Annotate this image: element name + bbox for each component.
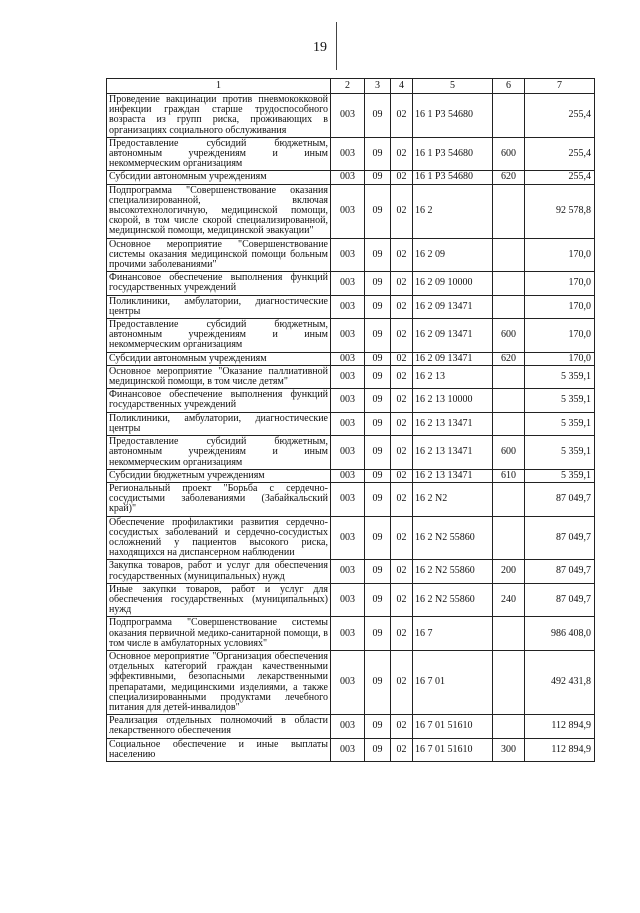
row-name-cell: Финансовое обеспечение выполнения функций государственных учреждений xyxy=(107,272,331,295)
row-name-cell: Субсидии автономным учреждениям xyxy=(107,352,331,365)
table-body xyxy=(107,94,595,762)
row-section-cell: 09 xyxy=(365,738,391,761)
row-ministry-code-cell: 003 xyxy=(331,469,365,482)
row-subsection-cell: 02 xyxy=(391,238,413,272)
row-expense-type-cell xyxy=(493,482,525,516)
row-subsection-cell: 02 xyxy=(391,319,413,353)
row-target-code-cell: 16 2 09 13471 xyxy=(413,352,493,365)
row-ministry-code-cell: 003 xyxy=(331,238,365,272)
row-target-code-cell: 16 2 09 10000 xyxy=(413,272,493,295)
row-amount-cell: 5 359,1 xyxy=(525,412,595,435)
row-amount-cell: 87 049,7 xyxy=(525,583,595,617)
row-target-code-cell: 16 2 N2 xyxy=(413,482,493,516)
row-subsection-cell: 02 xyxy=(391,583,413,617)
table-row xyxy=(107,238,595,272)
row-expense-type-cell xyxy=(493,715,525,738)
row-amount-cell: 255,4 xyxy=(525,94,595,138)
row-section-cell: 09 xyxy=(365,650,391,714)
row-expense-type-cell: 200 xyxy=(493,560,525,583)
row-name-cell: Финансовое обеспечение выполнения функций государственных учреждений xyxy=(107,389,331,412)
row-ministry-code-cell: 003 xyxy=(331,412,365,435)
table-row xyxy=(107,469,595,482)
row-target-code-cell: 16 2 13 10000 xyxy=(413,389,493,412)
row-amount-cell: 5 359,1 xyxy=(525,365,595,388)
row-amount-cell: 170,0 xyxy=(525,238,595,272)
row-expense-type-cell: 610 xyxy=(493,469,525,482)
row-expense-type-cell: 620 xyxy=(493,352,525,365)
row-target-code-cell: 16 2 N2 55860 xyxy=(413,516,493,560)
row-amount-cell: 87 049,7 xyxy=(525,482,595,516)
header-cell: 1 xyxy=(107,79,331,94)
row-amount-cell: 170,0 xyxy=(525,295,595,318)
row-expense-type-cell: 600 xyxy=(493,319,525,353)
row-amount-cell: 986 408,0 xyxy=(525,617,595,651)
header-cell: 4 xyxy=(391,79,413,94)
row-target-code-cell: 16 2 N2 55860 xyxy=(413,560,493,583)
row-target-code-cell: 16 2 09 13471 xyxy=(413,295,493,318)
row-ministry-code-cell: 003 xyxy=(331,516,365,560)
header-cell: 6 xyxy=(493,79,525,94)
row-amount-cell: 170,0 xyxy=(525,272,595,295)
table-row xyxy=(107,412,595,435)
row-section-cell: 09 xyxy=(365,482,391,516)
budget-table xyxy=(106,78,595,762)
row-expense-type-cell xyxy=(493,184,525,238)
row-section-cell: 09 xyxy=(365,184,391,238)
row-target-code-cell: 16 2 13 13471 xyxy=(413,436,493,470)
row-ministry-code-cell: 003 xyxy=(331,617,365,651)
row-subsection-cell: 02 xyxy=(391,137,413,171)
row-name-cell: Социальное обеспечение и иные выплаты населению xyxy=(107,738,331,761)
row-name-cell: Поликлиники, амбулатории, диагностические центры xyxy=(107,412,331,435)
row-expense-type-cell xyxy=(493,365,525,388)
row-subsection-cell: 02 xyxy=(391,617,413,651)
row-amount-cell: 112 894,9 xyxy=(525,715,595,738)
row-subsection-cell: 02 xyxy=(391,715,413,738)
table-row xyxy=(107,516,595,560)
table-row xyxy=(107,436,595,470)
row-name-cell: Субсидии бюджетным учреждениям xyxy=(107,469,331,482)
table-row xyxy=(107,94,595,138)
row-name-cell: Иные закупки товаров, работ и услуг для обеспечения государственных (муниципальных) нужд xyxy=(107,583,331,617)
row-subsection-cell: 02 xyxy=(391,171,413,184)
row-section-cell: 09 xyxy=(365,412,391,435)
row-ministry-code-cell: 003 xyxy=(331,184,365,238)
row-section-cell: 09 xyxy=(365,365,391,388)
header-cell: 5 xyxy=(413,79,493,94)
row-subsection-cell: 02 xyxy=(391,516,413,560)
table-row xyxy=(107,272,595,295)
row-section-cell: 09 xyxy=(365,272,391,295)
row-name-cell: Основное мероприятие "Совершенствование системы оказания медицинской помощи больным прочими заболеваниями" xyxy=(107,238,331,272)
row-expense-type-cell: 620 xyxy=(493,171,525,184)
row-amount-cell: 170,0 xyxy=(525,352,595,365)
row-name-cell: Реализация отдельных полномочий в области лекарственного обеспечения xyxy=(107,715,331,738)
row-name-cell: Предоставление субсидий бюджетным, автономным учреждениям и иным некоммерческим организациям xyxy=(107,137,331,171)
row-ministry-code-cell: 003 xyxy=(331,295,365,318)
table-row xyxy=(107,482,595,516)
row-expense-type-cell xyxy=(493,389,525,412)
table-row xyxy=(107,365,595,388)
row-expense-type-cell: 240 xyxy=(493,583,525,617)
row-subsection-cell: 02 xyxy=(391,352,413,365)
row-amount-cell: 5 359,1 xyxy=(525,469,595,482)
row-expense-type-cell xyxy=(493,412,525,435)
table-row xyxy=(107,715,595,738)
row-ministry-code-cell: 003 xyxy=(331,137,365,171)
row-ministry-code-cell: 003 xyxy=(331,272,365,295)
row-subsection-cell: 02 xyxy=(391,650,413,714)
row-name-cell: Подпрограмма "Совершенствование оказания специализированной, включая высокотехнологичную, медицинской помощи, скорой, в том числе скорой специализированной, медицинской помощи, медицинской эвакуации" xyxy=(107,184,331,238)
row-amount-cell: 492 431,8 xyxy=(525,650,595,714)
row-ministry-code-cell: 003 xyxy=(331,738,365,761)
row-target-code-cell: 16 1 P3 54680 xyxy=(413,137,493,171)
row-ministry-code-cell: 003 xyxy=(331,365,365,388)
row-amount-cell: 255,4 xyxy=(525,137,595,171)
row-subsection-cell: 02 xyxy=(391,184,413,238)
row-name-cell: Субсидии автономным учреждениям xyxy=(107,171,331,184)
row-target-code-cell: 16 2 xyxy=(413,184,493,238)
row-target-code-cell: 16 2 N2 55860 xyxy=(413,583,493,617)
row-section-cell: 09 xyxy=(365,469,391,482)
row-name-cell: Основное мероприятие "Организация обеспечения отдельных категорий граждан качественными эффективными, безопасными лекарственными препаратами, медицинскими изделиями, а также специализированными продуктами лечебного питания для детей-инвалидов" xyxy=(107,650,331,714)
row-subsection-cell: 02 xyxy=(391,436,413,470)
row-section-cell: 09 xyxy=(365,137,391,171)
table-row xyxy=(107,389,595,412)
row-name-cell: Основное мероприятие "Оказание паллиативной медицинской помощи, в том числе детям" xyxy=(107,365,331,388)
row-subsection-cell: 02 xyxy=(391,412,413,435)
row-amount-cell: 5 359,1 xyxy=(525,389,595,412)
table-row xyxy=(107,295,595,318)
row-name-cell: Предоставление субсидий бюджетным, автономным учреждениям и иным некоммерческим организациям xyxy=(107,436,331,470)
row-target-code-cell: 16 2 09 13471 xyxy=(413,319,493,353)
row-subsection-cell: 02 xyxy=(391,560,413,583)
row-expense-type-cell xyxy=(493,516,525,560)
row-section-cell: 09 xyxy=(365,295,391,318)
row-target-code-cell: 16 7 01 51610 xyxy=(413,715,493,738)
row-ministry-code-cell: 003 xyxy=(331,482,365,516)
table-row xyxy=(107,352,595,365)
table-row xyxy=(107,171,595,184)
header-cell: 7 xyxy=(525,79,595,94)
row-ministry-code-cell: 003 xyxy=(331,436,365,470)
row-subsection-cell: 02 xyxy=(391,389,413,412)
row-subsection-cell: 02 xyxy=(391,272,413,295)
row-subsection-cell: 02 xyxy=(391,295,413,318)
row-ministry-code-cell: 003 xyxy=(331,319,365,353)
row-name-cell: Закупка товаров, работ и услуг для обеспечения государственных (муниципальных) нужд xyxy=(107,560,331,583)
row-expense-type-cell xyxy=(493,617,525,651)
row-expense-type-cell: 300 xyxy=(493,738,525,761)
row-target-code-cell: 16 1 P3 54680 xyxy=(413,171,493,184)
row-expense-type-cell xyxy=(493,94,525,138)
row-section-cell: 09 xyxy=(365,583,391,617)
row-section-cell: 09 xyxy=(365,389,391,412)
row-section-cell: 09 xyxy=(365,171,391,184)
table-row xyxy=(107,137,595,171)
row-section-cell: 09 xyxy=(365,238,391,272)
row-expense-type-cell xyxy=(493,272,525,295)
row-amount-cell: 170,0 xyxy=(525,319,595,353)
row-section-cell: 09 xyxy=(365,617,391,651)
row-amount-cell: 112 894,9 xyxy=(525,738,595,761)
row-section-cell: 09 xyxy=(365,560,391,583)
row-expense-type-cell xyxy=(493,238,525,272)
row-ministry-code-cell: 003 xyxy=(331,94,365,138)
row-section-cell: 09 xyxy=(365,715,391,738)
row-amount-cell: 255,4 xyxy=(525,171,595,184)
row-name-cell: Поликлиники, амбулатории, диагностические центры xyxy=(107,295,331,318)
row-amount-cell: 87 049,7 xyxy=(525,560,595,583)
row-section-cell: 09 xyxy=(365,352,391,365)
row-subsection-cell: 02 xyxy=(391,482,413,516)
page-number: 19 xyxy=(313,40,327,55)
row-target-code-cell: 16 1 P3 54680 xyxy=(413,94,493,138)
row-amount-cell: 92 578,8 xyxy=(525,184,595,238)
table-row xyxy=(107,583,595,617)
row-ministry-code-cell: 003 xyxy=(331,389,365,412)
row-ministry-code-cell: 003 xyxy=(331,715,365,738)
row-subsection-cell: 02 xyxy=(391,94,413,138)
table-row xyxy=(107,650,595,714)
row-target-code-cell: 16 2 13 13471 xyxy=(413,469,493,482)
row-ministry-code-cell: 003 xyxy=(331,650,365,714)
table-row xyxy=(107,617,595,651)
row-expense-type-cell: 600 xyxy=(493,436,525,470)
row-target-code-cell: 16 2 09 xyxy=(413,238,493,272)
row-section-cell: 09 xyxy=(365,436,391,470)
row-name-cell: Региональный проект "Борьба с сердечно-сосудистыми заболеваниями (Забайкальский край)" xyxy=(107,482,331,516)
table-row xyxy=(107,319,595,353)
row-target-code-cell: 16 7 xyxy=(413,617,493,651)
row-expense-type-cell xyxy=(493,650,525,714)
row-subsection-cell: 02 xyxy=(391,365,413,388)
row-name-cell: Обеспечение профилактики развития сердечно-сосудистых заболеваний и сердечно-сосудистых осложнений у пациентов высокого риска, находящихся на диспансерном наблюдении xyxy=(107,516,331,560)
row-target-code-cell: 16 7 01 51610 xyxy=(413,738,493,761)
row-amount-cell: 5 359,1 xyxy=(525,436,595,470)
header-row xyxy=(107,79,595,94)
row-section-cell: 09 xyxy=(365,319,391,353)
row-target-code-cell: 16 7 01 xyxy=(413,650,493,714)
table-row xyxy=(107,738,595,761)
row-target-code-cell: 16 2 13 xyxy=(413,365,493,388)
row-section-cell: 09 xyxy=(365,94,391,138)
row-amount-cell: 87 049,7 xyxy=(525,516,595,560)
row-section-cell: 09 xyxy=(365,516,391,560)
header-cell: 2 xyxy=(331,79,365,94)
row-ministry-code-cell: 003 xyxy=(331,583,365,617)
row-target-code-cell: 16 2 13 13471 xyxy=(413,412,493,435)
row-subsection-cell: 02 xyxy=(391,738,413,761)
row-name-cell: Проведение вакцинации против пневмококковой инфекции граждан старше трудоспособного возраста из групп риска, проживающих в организациях социального обслуживания xyxy=(107,94,331,138)
row-name-cell: Предоставление субсидий бюджетным, автономным учреждениям и иным некоммерческим организациям xyxy=(107,319,331,353)
header-cell: 3 xyxy=(365,79,391,94)
row-subsection-cell: 02 xyxy=(391,469,413,482)
row-expense-type-cell xyxy=(493,295,525,318)
row-ministry-code-cell: 003 xyxy=(331,560,365,583)
row-ministry-code-cell: 003 xyxy=(331,352,365,365)
row-name-cell: Подпрограмма "Совершенствование системы оказания первичной медико-санитарной помощи, в том числе в амбулаторных условиях" xyxy=(107,617,331,651)
table-row xyxy=(107,560,595,583)
row-ministry-code-cell: 003 xyxy=(331,171,365,184)
row-expense-type-cell: 600 xyxy=(493,137,525,171)
table-row xyxy=(107,184,595,238)
